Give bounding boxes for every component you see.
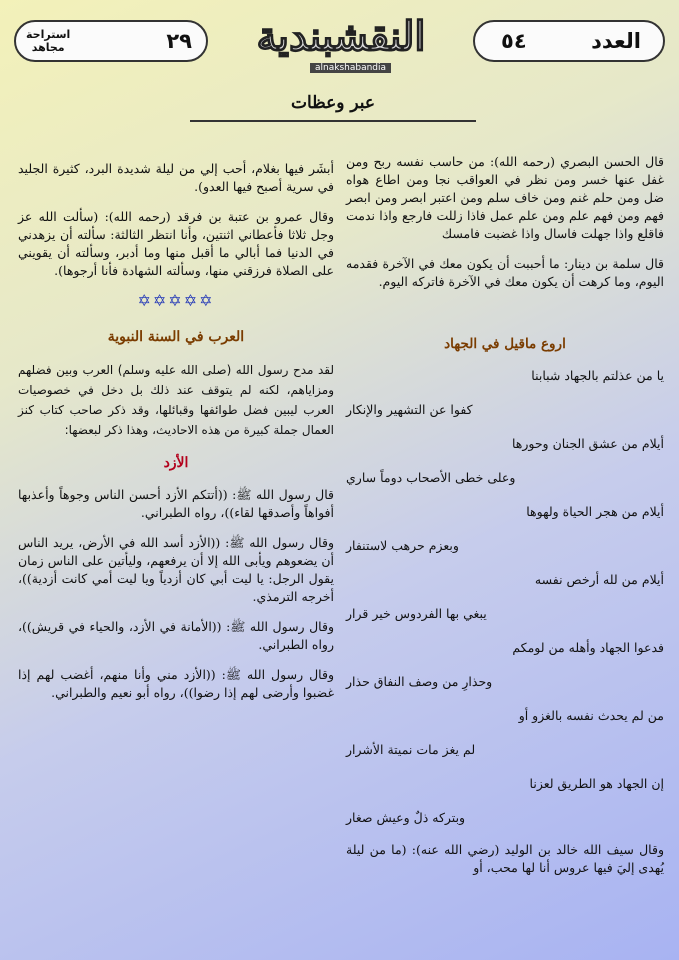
poem-verse: لم يغز مات نميتة الأشرار [346, 742, 476, 757]
decorative-stars: ✡✡✡✡✡ [137, 291, 215, 310]
poem-verse: من لم يحدث نفسه بالغزو أو [518, 708, 664, 723]
page-number-badge [14, 20, 208, 62]
poem-verse: أيلام من عشق الجنان وحورها [511, 436, 664, 451]
article-title: عبر وعظات [290, 93, 376, 113]
poem-verse: كفوا عن التشهير والإنكار [346, 402, 473, 417]
section-label [26, 28, 70, 54]
magazine-logo [238, 14, 444, 76]
issue-number: ٥٤ [501, 29, 527, 53]
issue-badge [473, 20, 665, 62]
poem-title: اروع ماقيل في الجهاد [444, 336, 566, 352]
poem-verse: وبعزم حرهب لاستنفار [346, 538, 459, 553]
section-heading-azd: الأزد [163, 455, 189, 471]
hadith-4: وقال رسول الله ﷺ: ((الأزد مني وأنا منهم، أغضب لهم إذا غضبوا وأرضى لهم إذا رضوا))، رواه أبو نعيم والطبراني. [18, 667, 334, 700]
poem [346, 359, 664, 835]
logo-url: alnakshabandia [310, 63, 391, 73]
right-column [346, 153, 664, 889]
salama-quote: قال سلمة بن دينار: ما أحببت أن يكون معك في الآخرة فقدمه اليوم، وما كرهت أن يكون معك في الآخرة فاتركه اليوم. [346, 256, 664, 289]
hadith-3: وقال رسول الله ﷺ: ((الأمانة في الأزد، والحياء في قريش))، رواه الطبراني. [18, 619, 334, 652]
title-underline [190, 120, 476, 122]
khalid-quote-continued: أبشَر فيها بغلام، أحب إلي من ليلة شديدة البرد، كثيرة الجليد في سرية أصبح فيها العدو). [18, 161, 334, 194]
left-column [18, 160, 334, 714]
poem-verse: وحذارِ من وصف النفاق حذار [346, 674, 493, 689]
poem-verse: وبتركه ذلٌ وعيش صغار [346, 810, 466, 825]
hadith-2: وقال رسول الله ﷺ: ((الأزد أسد الله في الأرض، يريد الناس أن يضعوهم ويأبى الله إلا أن يرفعهم، وليأتين على الناس زمان يقول الرجل: يا ليت أبي كان أزدياً ويا ليت أمي كانت أزدية))، أخرجه الترمذي. [18, 535, 334, 604]
section-heading-arabs: العرب في السنة النبوية [107, 329, 245, 345]
hasan-basri-quote: قال الحسن البصري (رحمه الله): من حاسب نفسه ربح ومن غفل عنها خسر ومن نظر في العواقب نجا ومن اطاع هواه ضل ومن حلم غنم ومن خاف سلم ومن اعتبر ابصر ومن ابصر فهم ومن فهم علم ومن علم عمل فاذا زللت فارجع واذا ندمت فاقلع واذا جهلت فاسال واذا غضبت فامسك [346, 154, 664, 241]
poem-verse: أيلام من لله أرخص نفسه [534, 572, 664, 587]
page-number: ٢٩ [166, 29, 192, 53]
poem-verse: إن الجهاد هو الطريق لعزنا [529, 776, 664, 791]
poem-verse: يبغي بها الفردوس خير قرار [346, 606, 487, 621]
poem-verse: يا من عذلتم بالجهاد شبابنا [531, 368, 664, 383]
poem-verse: فدعوا الجهاد وأهله من لومكم [512, 640, 664, 655]
khalid-quote: وقال سيف الله خالد بن الوليد (رضي الله عنه): (ما من ليلة يُهدى إليَ فيها عروس أنا لها محب، أو [346, 842, 664, 875]
section-label-line1: استراحة [26, 28, 71, 41]
poem-verse: أيلام من هجر الحياة ولهوها [526, 504, 664, 519]
hadith-1: قال رسول الله ﷺ: ((أتتكم الأزد أحسن الناس وجوهاً وأعذبها أفواهاً وأصدقها لقاء))، رواه الطبراني. [18, 487, 334, 520]
poem-verse: وعلى خطى الأصحاب دوماً ساري [346, 470, 516, 485]
arabs-intro-paragraph: لقد مدح رسول الله (صلى الله عليه وسلم) العرب وبين فضلهم ومزاياهم، لكنه لم يتوقف عند ذلك بل دخل في خصوصيات العرب ليبين فضل طوائفها وقبائلها، وقد ذكر صاحب كتاب كنز العمال جملة كبيرة من هذه الاحاديث، وهذا ذكر لبعضها: [18, 363, 334, 437]
amr-quote: وقال عمرو بن عتبة بن فرقد (رحمه الله): (سألت الله عز وجل ثلاثا فأعطاني اثنتين، وأنا انتظر الثالثة: سألته أن يزهدني في الدنيا فما أبالي ما أقبل منها وما أدبر، وسألته أن يقويني على الصلاة فرزقني منها، وسألته الشهادة فأنا أرجوها). [18, 209, 334, 278]
issue-word: العدد [591, 29, 641, 53]
logo-text: النقشبندية [256, 13, 426, 60]
section-label-line2: مجاهد [31, 41, 65, 54]
